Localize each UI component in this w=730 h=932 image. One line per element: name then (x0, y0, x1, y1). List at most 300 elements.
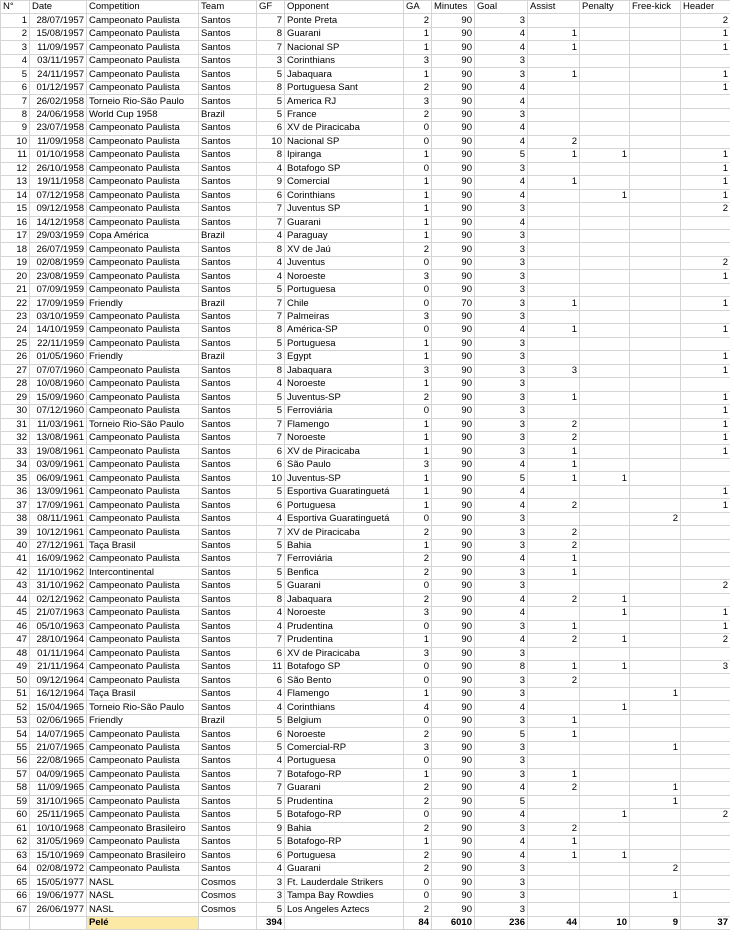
cell-opponent[interactable]: Guarani (285, 782, 404, 795)
cell-team[interactable]: Santos (199, 324, 257, 337)
cell-ga[interactable]: 2 (404, 593, 432, 606)
cell-opponent[interactable]: Chile (285, 297, 404, 310)
cell-freekick[interactable] (630, 283, 681, 296)
cell-assist[interactable]: 2 (528, 822, 580, 835)
cell-header[interactable]: 1 (681, 297, 730, 310)
cell-penalty[interactable] (580, 270, 630, 283)
cell-freekick[interactable] (630, 836, 681, 849)
cell-freekick[interactable] (630, 580, 681, 593)
cell-competition[interactable]: Campeonato Paulista (87, 162, 199, 175)
cell-n[interactable]: 31 (1, 418, 30, 431)
cell-minutes[interactable]: 90 (432, 714, 475, 727)
cell-freekick[interactable] (630, 162, 681, 175)
cell-penalty[interactable] (580, 782, 630, 795)
cell-gf[interactable]: 7 (257, 203, 285, 216)
cell-minutes[interactable]: 90 (432, 229, 475, 242)
cell-ga[interactable]: 0 (404, 580, 432, 593)
cell-freekick[interactable] (630, 364, 681, 377)
cell-opponent[interactable]: Botafogo-RP (285, 809, 404, 822)
cell-penalty[interactable] (580, 27, 630, 40)
cell-ga[interactable]: 3 (404, 54, 432, 67)
cell-penalty[interactable] (580, 903, 630, 916)
cell-date[interactable]: 03/11/1957 (30, 54, 87, 67)
cell-date[interactable]: 29/03/1959 (30, 229, 87, 242)
cell-opponent[interactable]: Botafogo-RP (285, 836, 404, 849)
cell-n[interactable]: 12 (1, 162, 30, 175)
cell-opponent[interactable]: Portuguesa (285, 755, 404, 768)
cell-minutes[interactable]: 90 (432, 337, 475, 350)
cell-gf[interactable]: 6 (257, 674, 285, 687)
cell-penalty[interactable] (580, 297, 630, 310)
cell-competition[interactable]: Campeonato Paulista (87, 660, 199, 673)
cell-n[interactable]: 10 (1, 135, 30, 148)
cell-date[interactable]: 23/07/1958 (30, 122, 87, 135)
cell-gf[interactable]: 4 (257, 162, 285, 175)
cell-freekick[interactable] (630, 189, 681, 202)
cell-freekick[interactable] (630, 458, 681, 471)
cell-n[interactable]: 1 (1, 14, 30, 27)
cell-minutes[interactable]: 90 (432, 607, 475, 620)
cell-freekick[interactable] (630, 755, 681, 768)
cell-assist[interactable]: 2 (528, 593, 580, 606)
cell-ga[interactable]: 2 (404, 243, 432, 256)
cell-assist[interactable] (528, 95, 580, 108)
cell-goal[interactable]: 3 (475, 405, 528, 418)
column-header-n[interactable]: N° (1, 1, 30, 14)
cell-header[interactable]: 1 (681, 445, 730, 458)
cell-assist[interactable]: 2 (528, 432, 580, 445)
cell-header[interactable] (681, 283, 730, 296)
cell-ga[interactable]: 1 (404, 768, 432, 781)
cell-penalty[interactable] (580, 714, 630, 727)
cell-date[interactable]: 10/12/1961 (30, 526, 87, 539)
cell-gf[interactable]: 4 (257, 701, 285, 714)
cell-penalty[interactable] (580, 324, 630, 337)
cell-team[interactable]: Brazil (199, 351, 257, 364)
cell-competition[interactable]: Campeonato Paulista (87, 620, 199, 633)
cell-gf[interactable]: 4 (257, 270, 285, 283)
cell-penalty[interactable]: 1 (580, 607, 630, 620)
cell-n[interactable]: 63 (1, 849, 30, 862)
cell-goal[interactable]: 3 (475, 903, 528, 916)
cell-header[interactable] (681, 687, 730, 700)
cell-gf[interactable]: 4 (257, 229, 285, 242)
cell-goal[interactable]: 4 (475, 122, 528, 135)
cell-ga[interactable]: 2 (404, 782, 432, 795)
cell-assist[interactable] (528, 256, 580, 269)
cell-date[interactable]: 21/11/1964 (30, 660, 87, 673)
cell-opponent[interactable]: Juventus (285, 256, 404, 269)
cell-penalty[interactable] (580, 822, 630, 835)
cell-goal[interactable]: 3 (475, 822, 528, 835)
cell-opponent[interactable]: Belgium (285, 714, 404, 727)
cell-date[interactable]: 28/10/1964 (30, 634, 87, 647)
cell-competition[interactable]: Campeonato Paulista (87, 189, 199, 202)
cell-date[interactable]: 11/03/1961 (30, 418, 87, 431)
cell-n[interactable]: 11 (1, 149, 30, 162)
cell-team[interactable]: Santos (199, 687, 257, 700)
cell-n[interactable]: 37 (1, 499, 30, 512)
cell-competition[interactable]: Campeonato Paulista (87, 81, 199, 94)
cell-goal[interactable]: 3 (475, 297, 528, 310)
cell-header[interactable]: 1 (681, 351, 730, 364)
cell-assist[interactable] (528, 876, 580, 889)
cell-ga[interactable]: 1 (404, 41, 432, 54)
cell-penalty[interactable] (580, 14, 630, 27)
cell-penalty[interactable] (580, 647, 630, 660)
cell-team[interactable]: Santos (199, 391, 257, 404)
cell-header[interactable] (681, 863, 730, 876)
cell-penalty[interactable]: 1 (580, 149, 630, 162)
column-header-minutes[interactable]: Minutes (432, 1, 475, 14)
cell-date[interactable]: 03/09/1961 (30, 458, 87, 471)
cell-competition[interactable]: Campeonato Paulista (87, 593, 199, 606)
cell-n[interactable]: 29 (1, 391, 30, 404)
cell-n[interactable]: 17 (1, 229, 30, 242)
cell-freekick[interactable] (630, 445, 681, 458)
cell-freekick[interactable] (630, 593, 681, 606)
cell-freekick[interactable] (630, 607, 681, 620)
cell-ga[interactable]: 3 (404, 458, 432, 471)
cell-date[interactable]: 15/04/1965 (30, 701, 87, 714)
cell-n[interactable]: 41 (1, 553, 30, 566)
cell-header[interactable] (681, 512, 730, 525)
cell-goal[interactable]: 3 (475, 310, 528, 323)
cell-freekick[interactable] (630, 714, 681, 727)
cell-gf[interactable]: 7 (257, 14, 285, 27)
cell-date[interactable]: 22/11/1959 (30, 337, 87, 350)
cell-opponent[interactable]: XV de Piracicaba (285, 445, 404, 458)
cell-freekick[interactable] (630, 95, 681, 108)
cell-ga[interactable]: 0 (404, 889, 432, 902)
cell-gf[interactable]: 5 (257, 405, 285, 418)
cell-ga[interactable]: 0 (404, 660, 432, 673)
cell-opponent[interactable]: XV de Piracicaba (285, 122, 404, 135)
cell-date[interactable]: 01/11/1964 (30, 647, 87, 660)
cell-freekick[interactable]: 1 (630, 889, 681, 902)
cell-ga[interactable]: 2 (404, 863, 432, 876)
cell-goal[interactable]: 3 (475, 108, 528, 121)
cell-team[interactable]: Brazil (199, 297, 257, 310)
cell-team[interactable]: Santos (199, 485, 257, 498)
cell-minutes[interactable]: 90 (432, 283, 475, 296)
cell-date[interactable]: 31/05/1969 (30, 836, 87, 849)
cell-header[interactable] (681, 822, 730, 835)
cell-team[interactable]: Santos (199, 432, 257, 445)
column-header-opponent[interactable]: Opponent (285, 1, 404, 14)
cell-opponent[interactable]: Nacional SP (285, 135, 404, 148)
cell-date[interactable]: 26/02/1958 (30, 95, 87, 108)
cell-ga[interactable]: 2 (404, 728, 432, 741)
cell-date[interactable]: 02/08/1972 (30, 863, 87, 876)
cell-header[interactable]: 2 (681, 809, 730, 822)
cell-opponent[interactable]: Jabaquara (285, 364, 404, 377)
cell-header[interactable] (681, 593, 730, 606)
cell-assist[interactable]: 1 (528, 660, 580, 673)
cell-team[interactable]: Santos (199, 14, 257, 27)
cell-minutes[interactable]: 90 (432, 836, 475, 849)
cell-goal[interactable]: 3 (475, 243, 528, 256)
cell-penalty[interactable] (580, 162, 630, 175)
cell-competition[interactable]: Campeonato Paulista (87, 203, 199, 216)
cell-assist[interactable] (528, 687, 580, 700)
cell-ga[interactable]: 0 (404, 512, 432, 525)
cell-date[interactable]: 26/10/1958 (30, 162, 87, 175)
cell-goal[interactable]: 4 (475, 809, 528, 822)
cell-n[interactable]: 38 (1, 512, 30, 525)
cell-n[interactable]: 2 (1, 27, 30, 40)
cell-opponent[interactable]: Comercial-RP (285, 741, 404, 754)
cell-goal[interactable]: 3 (475, 14, 528, 27)
cell-n[interactable]: 54 (1, 728, 30, 741)
cell-competition[interactable]: NASL (87, 889, 199, 902)
cell-header[interactable]: 1 (681, 68, 730, 81)
cell-competition[interactable]: Torneio Rio-São Paulo (87, 95, 199, 108)
cell-assist[interactable]: 2 (528, 499, 580, 512)
cell-gf[interactable]: 4 (257, 687, 285, 700)
cell-competition[interactable]: Campeonato Paulista (87, 68, 199, 81)
cell-gf[interactable]: 9 (257, 176, 285, 189)
cell-team[interactable]: Santos (199, 782, 257, 795)
cell-assist[interactable]: 2 (528, 539, 580, 552)
cell-team[interactable]: Santos (199, 54, 257, 67)
cell-minutes[interactable]: 90 (432, 620, 475, 633)
cell-competition[interactable]: Campeonato Paulista (87, 405, 199, 418)
cell-gf[interactable]: 8 (257, 364, 285, 377)
column-header-date[interactable]: Date (30, 1, 87, 14)
cell-minutes[interactable]: 90 (432, 782, 475, 795)
cell-penalty[interactable] (580, 108, 630, 121)
cell-minutes[interactable]: 90 (432, 68, 475, 81)
cell-n[interactable]: 19 (1, 256, 30, 269)
cell-n[interactable]: 3 (1, 41, 30, 54)
cell-gf[interactable]: 7 (257, 782, 285, 795)
cell-competition[interactable]: Campeonato Paulista (87, 634, 199, 647)
cell-date[interactable]: 14/10/1959 (30, 324, 87, 337)
cell-gf[interactable]: 4 (257, 755, 285, 768)
cell-ga[interactable]: 1 (404, 149, 432, 162)
cell-date[interactable]: 09/12/1958 (30, 203, 87, 216)
cell-goal[interactable]: 4 (475, 782, 528, 795)
cell-opponent[interactable]: Guarani (285, 863, 404, 876)
cell-n[interactable]: 9 (1, 122, 30, 135)
cell-ga[interactable]: 1 (404, 351, 432, 364)
cell-competition[interactable]: Torneio Rio-São Paulo (87, 418, 199, 431)
cell-date[interactable]: 11/10/1962 (30, 566, 87, 579)
cell-n[interactable]: 5 (1, 68, 30, 81)
cell-ga[interactable]: 0 (404, 256, 432, 269)
cell-minutes[interactable]: 90 (432, 512, 475, 525)
cell-ga[interactable]: 3 (404, 741, 432, 754)
cell-date[interactable]: 26/07/1959 (30, 243, 87, 256)
cell-team[interactable]: Brazil (199, 229, 257, 242)
cell-freekick[interactable] (630, 81, 681, 94)
cell-assist[interactable]: 1 (528, 149, 580, 162)
cell-gf[interactable]: 6 (257, 849, 285, 862)
cell-ga[interactable]: 1 (404, 472, 432, 485)
cell-header[interactable] (681, 526, 730, 539)
cell-date[interactable]: 09/12/1964 (30, 674, 87, 687)
cell-penalty[interactable] (580, 458, 630, 471)
cell-gf[interactable]: 8 (257, 324, 285, 337)
cell-gf[interactable]: 4 (257, 256, 285, 269)
column-header-gf[interactable]: GF (257, 1, 285, 14)
cell-team[interactable]: Santos (199, 553, 257, 566)
cell-competition[interactable]: Campeonato Paulista (87, 283, 199, 296)
cell-goal[interactable]: 3 (475, 620, 528, 633)
cell-opponent[interactable]: Noroeste (285, 432, 404, 445)
cell-header[interactable]: 2 (681, 203, 730, 216)
cell-date[interactable]: 02/08/1959 (30, 256, 87, 269)
cell-penalty[interactable] (580, 566, 630, 579)
cell-team[interactable]: Santos (199, 418, 257, 431)
cell-penalty[interactable] (580, 728, 630, 741)
cell-date[interactable]: 02/12/1962 (30, 593, 87, 606)
cell-date[interactable]: 31/10/1965 (30, 795, 87, 808)
cell-opponent[interactable]: São Bento (285, 674, 404, 687)
cell-minutes[interactable]: 90 (432, 795, 475, 808)
cell-goal[interactable]: 3 (475, 647, 528, 660)
cell-date[interactable]: 07/12/1960 (30, 405, 87, 418)
cell-header[interactable]: 1 (681, 189, 730, 202)
cell-header[interactable] (681, 135, 730, 148)
cell-competition[interactable]: Campeonato Paulista (87, 741, 199, 754)
cell-n[interactable]: 61 (1, 822, 30, 835)
cell-ga[interactable]: 1 (404, 499, 432, 512)
cell-ga[interactable]: 1 (404, 189, 432, 202)
cell-goal[interactable]: 3 (475, 566, 528, 579)
cell-ga[interactable]: 0 (404, 809, 432, 822)
cell-competition[interactable]: Campeonato Paulista (87, 607, 199, 620)
column-header-competition[interactable]: Competition (87, 1, 199, 14)
cell-opponent[interactable]: Noroeste (285, 607, 404, 620)
cell-ga[interactable]: 0 (404, 876, 432, 889)
cell-n[interactable]: 66 (1, 889, 30, 902)
cell-n[interactable]: 57 (1, 768, 30, 781)
cell-opponent[interactable]: Egypt (285, 351, 404, 364)
cell-freekick[interactable] (630, 566, 681, 579)
cell-n[interactable]: 43 (1, 580, 30, 593)
cell-team[interactable]: Santos (199, 162, 257, 175)
cell-penalty[interactable] (580, 378, 630, 391)
cell-ga[interactable]: 0 (404, 714, 432, 727)
cell-minutes[interactable]: 90 (432, 391, 475, 404)
cell-freekick[interactable] (630, 256, 681, 269)
cell-goal[interactable]: 3 (475, 270, 528, 283)
cell-freekick[interactable]: 1 (630, 795, 681, 808)
cell-freekick[interactable] (630, 539, 681, 552)
total-freekick[interactable]: 9 (630, 916, 681, 929)
cell-competition[interactable]: Campeonato Paulista (87, 364, 199, 377)
cell-penalty[interactable] (580, 485, 630, 498)
total-penalty[interactable]: 10 (580, 916, 630, 929)
cell-team[interactable]: Santos (199, 512, 257, 525)
cell-ga[interactable]: 0 (404, 620, 432, 633)
cell-assist[interactable]: 2 (528, 634, 580, 647)
cell-assist[interactable] (528, 580, 580, 593)
cell-date[interactable]: 10/10/1968 (30, 822, 87, 835)
cell-gf[interactable]: 3 (257, 876, 285, 889)
cell-minutes[interactable]: 90 (432, 863, 475, 876)
cell-header[interactable] (681, 728, 730, 741)
cell-assist[interactable] (528, 81, 580, 94)
cell-penalty[interactable] (580, 836, 630, 849)
cell-header[interactable]: 1 (681, 162, 730, 175)
cell-opponent[interactable]: Ipiranga (285, 149, 404, 162)
cell-freekick[interactable] (630, 27, 681, 40)
cell-freekick[interactable] (630, 229, 681, 242)
cell-penalty[interactable] (580, 176, 630, 189)
cell-date[interactable]: 05/10/1963 (30, 620, 87, 633)
cell-freekick[interactable] (630, 135, 681, 148)
cell-goal[interactable]: 4 (475, 701, 528, 714)
cell-goal[interactable]: 4 (475, 176, 528, 189)
cell-goal[interactable]: 3 (475, 229, 528, 242)
cell-assist[interactable] (528, 405, 580, 418)
cell-penalty[interactable] (580, 283, 630, 296)
cell-gf[interactable]: 4 (257, 620, 285, 633)
cell-freekick[interactable]: 1 (630, 782, 681, 795)
cell-team[interactable]: Cosmos (199, 889, 257, 902)
cell-date[interactable]: 25/11/1965 (30, 809, 87, 822)
cell-competition[interactable]: Campeonato Paulista (87, 728, 199, 741)
cell-header[interactable]: 1 (681, 41, 730, 54)
cell-penalty[interactable]: 1 (580, 189, 630, 202)
cell-penalty[interactable]: 1 (580, 701, 630, 714)
cell-freekick[interactable] (630, 701, 681, 714)
cell-gf[interactable]: 7 (257, 768, 285, 781)
cell-header[interactable] (681, 458, 730, 471)
cell-n[interactable]: 50 (1, 674, 30, 687)
cell-n[interactable]: 36 (1, 485, 30, 498)
cell-gf[interactable]: 5 (257, 283, 285, 296)
cell-competition[interactable]: Campeonato Paulista (87, 337, 199, 350)
cell-minutes[interactable]: 90 (432, 809, 475, 822)
cell-ga[interactable]: 3 (404, 270, 432, 283)
cell-n[interactable]: 14 (1, 189, 30, 202)
cell-gf[interactable]: 10 (257, 135, 285, 148)
cell-ga[interactable]: 1 (404, 539, 432, 552)
cell-penalty[interactable] (580, 418, 630, 431)
cell-minutes[interactable]: 90 (432, 176, 475, 189)
cell-gf[interactable]: 8 (257, 149, 285, 162)
cell-n[interactable]: 26 (1, 351, 30, 364)
cell-penalty[interactable] (580, 512, 630, 525)
cell-date[interactable]: 13/09/1961 (30, 485, 87, 498)
cell-team[interactable]: Santos (199, 849, 257, 862)
cell-assist[interactable] (528, 54, 580, 67)
cell-header[interactable] (681, 108, 730, 121)
cell-assist[interactable]: 1 (528, 836, 580, 849)
cell-goal[interactable]: 4 (475, 95, 528, 108)
cell-date[interactable]: 02/06/1965 (30, 714, 87, 727)
cell-team[interactable]: Santos (199, 122, 257, 135)
cell-minutes[interactable]: 70 (432, 297, 475, 310)
cell-competition[interactable]: Campeonato Paulista (87, 432, 199, 445)
cell-n[interactable]: 60 (1, 809, 30, 822)
cell-minutes[interactable]: 90 (432, 741, 475, 754)
cell-goal[interactable]: 3 (475, 68, 528, 81)
cell-opponent[interactable]: Prudentina (285, 795, 404, 808)
cell-gf[interactable]: 8 (257, 27, 285, 40)
cell-n[interactable]: 47 (1, 634, 30, 647)
cell-competition[interactable]: Friendly (87, 714, 199, 727)
cell-opponent[interactable]: Corinthians (285, 189, 404, 202)
cell-date[interactable]: 11/09/1958 (30, 135, 87, 148)
cell-gf[interactable]: 10 (257, 472, 285, 485)
cell-n[interactable]: 55 (1, 741, 30, 754)
cell-gf[interactable]: 5 (257, 795, 285, 808)
